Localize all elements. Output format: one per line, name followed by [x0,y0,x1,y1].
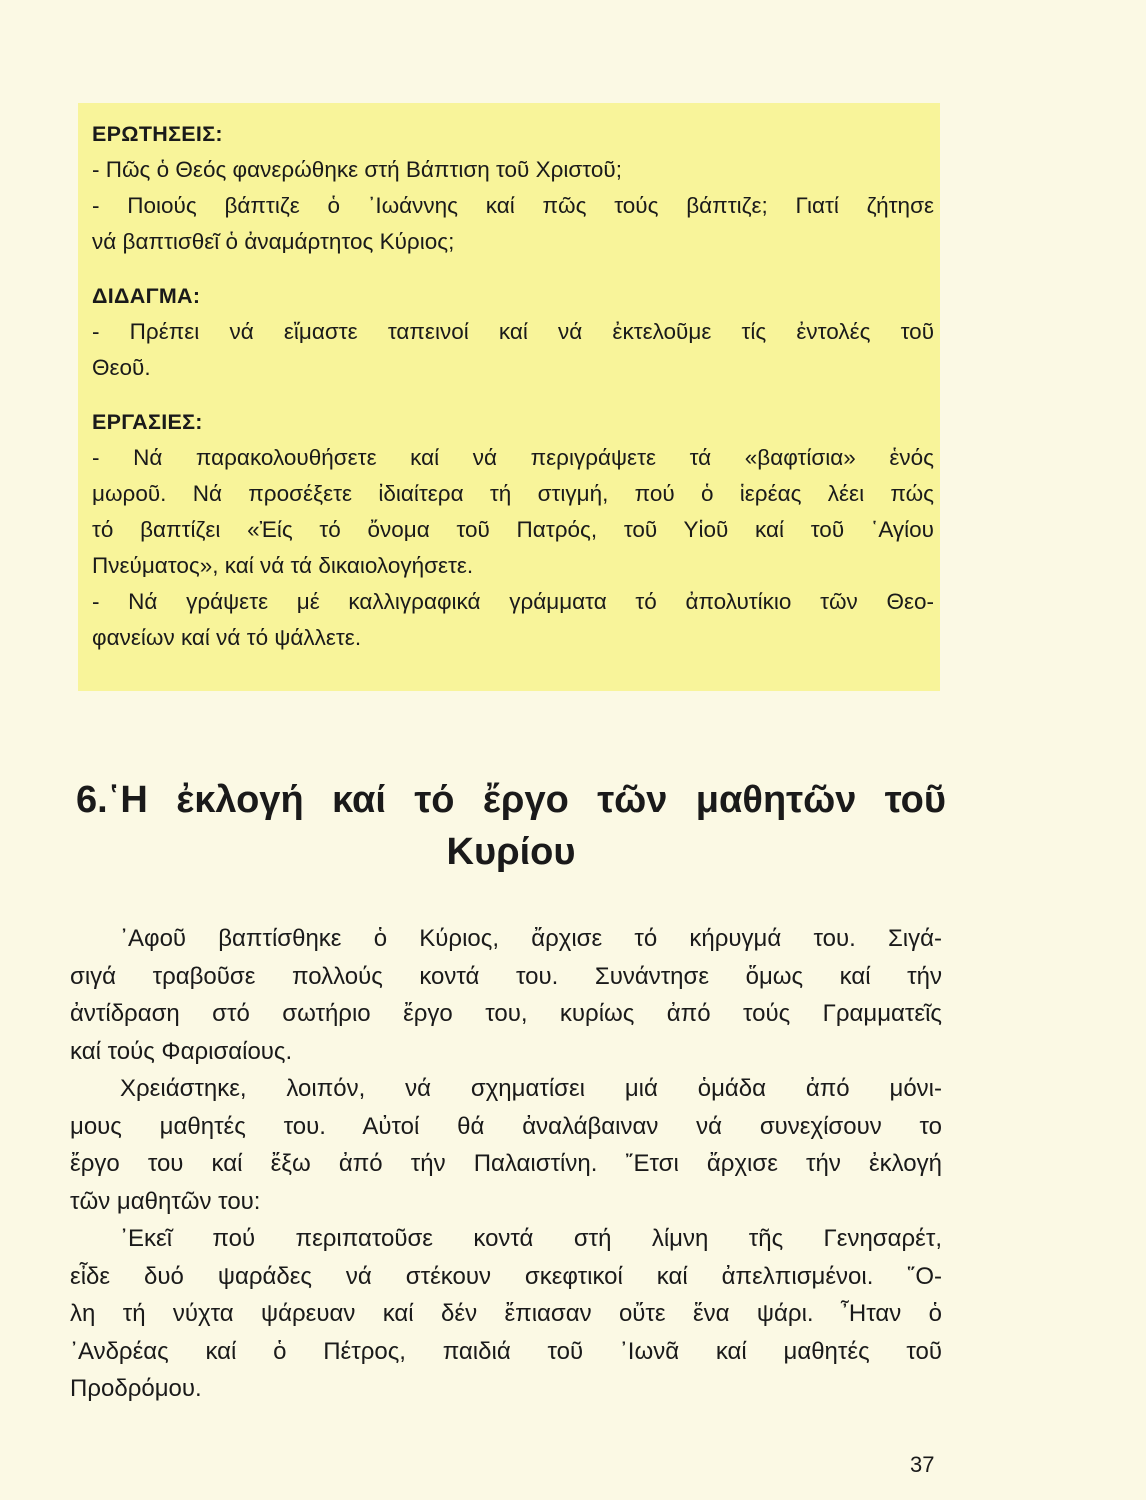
lesson-heading: ΔΙΔΑΓΜΑ: [92,284,201,308]
tasks-line-3: τό βαπτίζει «Ἐίς τό ὄνομα τοῦ Πατρός, τοῦ Υἱοῦ καί τοῦ ῾Αγίου [92,517,934,542]
lesson-line-1: - Πρέπει νά εἴμαστε ταπεινοί καί νά ἐκτελοῦμε τίς ἐντολές τοῦ [92,319,934,344]
lesson-line-2: Θεοῦ. [92,355,151,380]
tasks-line-2: μωροῦ. Νά προσέξετε ἰδιαίτερα τή στιγμή, πού ὁ ἱερέας λέει πώς [92,481,934,506]
p3-line-4: ᾿Ανδρέας καί ὁ Πέτρος, παιδιά τοῦ ᾿Ιωνᾶ καί μαθητές τοῦ [70,1337,942,1365]
chapter-title [76,774,946,878]
p3-line-5: Προδρόμου. [70,1375,202,1402]
tasks-line-1: - Νά παρακολουθήσετε καί νά περιγράψετε τά «βαφτίσια» ἑνός [92,445,934,470]
chapter-title-line-2: Κυρίου [446,831,576,873]
p2-line-2: μους μαθητές του. Αὐτοί θά ἀναλάβαιναν νά συνεχίσουν το [70,1112,942,1140]
p2-line-3: ἔργο του καί ἔξω ἀπό τήν Παλαιστίνη. ῎Ετσι ἄρχισε τήν ἐκλογή [70,1150,942,1177]
chapter-title-line-1: 6.῾Η ἐκλογή καί τό ἔργο τῶν μαθητῶν τοῦ [76,779,946,821]
exercise-box-content [92,116,934,656]
p1-line-4: καί τούς Φαρισαίους. [70,1037,293,1065]
questions-line-1: - Πῶς ὁ Θεός φανερώθηκε στή Βάπτιση τοῦ Χριστοῦ; [92,157,622,182]
p1-line-3: ἀντίδραση στό σωτήριο ἔργο του, κυρίως ἀπό τούς Γραμματεῖς [70,1000,942,1027]
chapter-body [70,920,942,1408]
questions-line-2: - Ποιούς βάπτιζε ὁ ᾿Ιωάννης καί πῶς τούς βάπτιζε; Γιατί ζήτησε [92,193,934,218]
tasks-line-6: φανείων καί νά τό ψάλλετε. [92,625,362,650]
p3-line-3: λη τή νύχτα ψάρευαν καί δέν ἔπιασαν οὔτε ἕνα ψάρι. ῏Ηταν ὁ [70,1300,942,1327]
questions-heading: ΕΡΩΤΗΣΕΙΣ: [92,122,223,146]
p2-line-4: τῶν μαθητῶν του: [70,1187,261,1215]
tasks-line-5: - Νά γράψετε μέ καλλιγραφικά γράμματα τό ἀπολυτίκιο τῶν Θεο- [92,589,934,614]
questions-line-3: νά βαπτισθεῖ ὁ ἀναμάρτητος Κύριος; [92,229,455,254]
p3-line-1: ᾿Εκεῖ πού περιπατοῦσε κοντά στή λίμνη τῆς Γενησαρέτ, [120,1225,942,1252]
tasks-line-4: Πνεύματος», καί νά τά δικαιολογήσετε. [92,553,474,578]
tasks-heading: ΕΡΓΑΣΙΕΣ: [92,410,203,434]
page-number: 37 [910,1452,935,1477]
p3-line-2: εἶδε δυό ψαράδες νά στέκουν σκεφτικοί καί ἀπελπισμένοι. ῞Ο- [70,1262,942,1290]
p2-line-1: Χρειάστηκε, λοιπόν, νά σχηματίσει μιά ὁμάδα ἀπό μόνι- [120,1075,942,1102]
p1-line-2: σιγά τραβοῦσε πολλούς κοντά του. Συνάντησε ὅμως καί τήν [70,962,942,990]
p1-line-1: ᾿Αφοῦ βαπτίσθηκε ὁ Κύριος, ἄρχισε τό κήρυγμά του. Σιγά- [120,925,942,952]
